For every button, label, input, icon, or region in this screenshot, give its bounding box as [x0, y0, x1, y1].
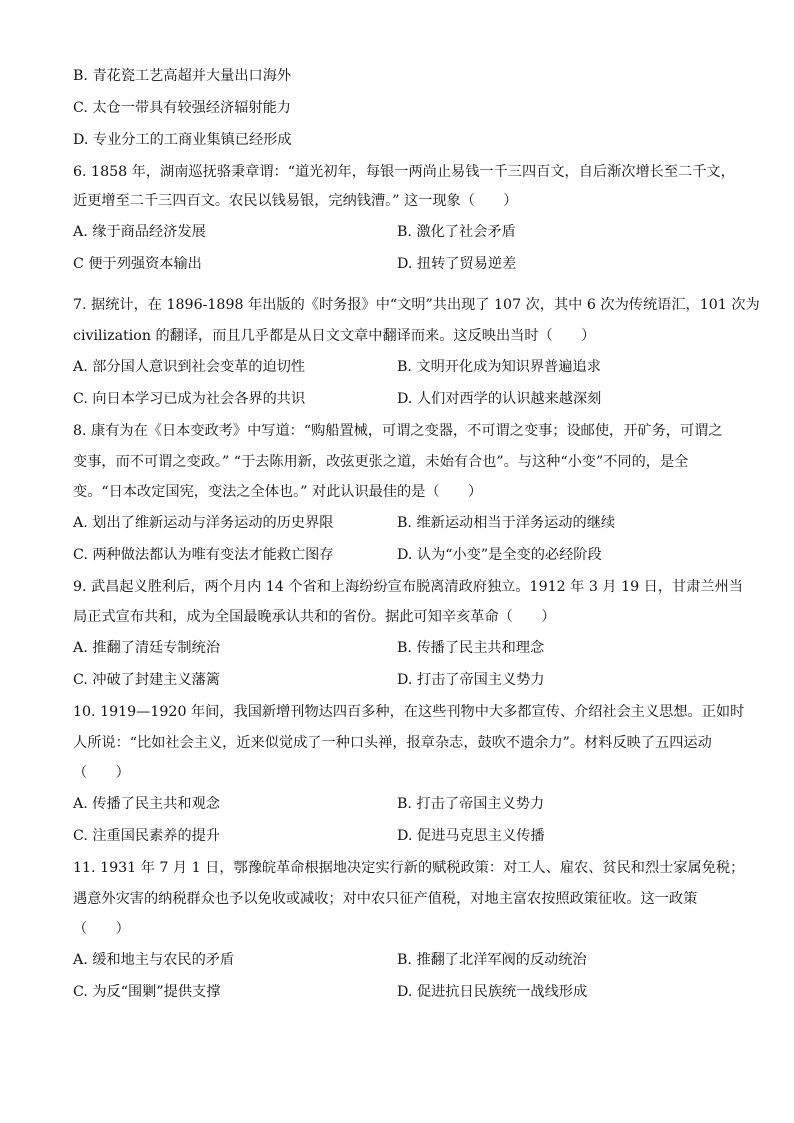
q10-option-c: C. 注重国民素养的提升	[73, 828, 221, 844]
q6-option-d: D. 扭转了贸易逆差	[397, 256, 517, 272]
q7-stem-line-2: civilization 的翻译，而且几乎都是从日文文章中翻译而来。这反映出当时（ ）	[73, 328, 596, 344]
q8-option-c: C. 两种做法都认为唯有变法才能救亡图存	[73, 547, 334, 563]
q7-option-c: C. 向日本学习已成为社会各界的共识	[73, 391, 306, 407]
q6-stem-line-2: 近更增至二千三四百文。农民以钱易银，完纳钱漕。” 这一现象（ ）	[73, 193, 518, 209]
q7-option-d: D. 人们对西学的认识越来越深刻	[397, 391, 602, 407]
q10-stem-line-3: （ ）	[73, 765, 130, 781]
q10-option-b: B. 打击了帝国主义势力	[397, 796, 545, 812]
prev-option-c: C. 太仓一带具有较强经济辐射能力	[73, 100, 291, 116]
prev-option-d: D. 专业分工的工商业集镇已经形成	[73, 132, 292, 148]
q9-stem-line-2: 局正式宣布共和，成为全国最晚承认共和的省份。据此可知辛亥革命（ ）	[73, 609, 556, 625]
q9-option-d: D. 打击了帝国主义势力	[397, 672, 545, 688]
q6-option-c: C 便于列强资本输出	[73, 256, 202, 272]
q8-stem-line-1: 8. 康有为在《日本变政考》中写道：“购船置械，可谓之变器，不可谓之变事；设邮使，开矿务，可谓之	[73, 423, 723, 439]
q9-option-c: C. 冲破了封建主义藩篱	[73, 672, 221, 688]
q6-stem-line-1: 6. 1858 年，湖南巡抚骆秉章谓：“道光初年，每银一两尚止易钱一千三四百文，自后渐次增长至二千文，	[73, 164, 735, 180]
q9-stem-line-1: 9. 武昌起义胜利后，两个月内 14 个省和上海纷纷宣布脱离清政府独立。1912 年 3 月 19 日，甘肃兰州当	[73, 579, 743, 595]
prev-option-b: B. 青花瓷工艺高超并大量出口海外	[73, 68, 292, 84]
q8-stem-line-3: 变。“日本改定国宪，变法之全体也。” 对此认识最佳的是（ ）	[73, 484, 483, 500]
q8-stem-line-2: 变事，而不可谓之变政。” “于去陈用新，改弦更张之道，未始有合也”。与这种“小变”不同的，是全	[73, 454, 689, 470]
q11-stem-line-1: 11. 1931 年 7 月 1 日，鄂豫皖革命根据地决定实行新的赋税政策：对工人、雇农、贫民和烈士家属免税；	[73, 860, 745, 876]
q9-option-b: B. 传播了民主共和理念	[397, 640, 545, 656]
q6-option-a: A. 缘于商品经济发展	[73, 224, 206, 240]
q11-option-a: A. 缓和地主与农民的矛盾	[73, 952, 235, 968]
q8-option-d: D. 认为“小变”是全变的必经阶段	[397, 547, 602, 563]
q7-option-a: A. 部分国人意识到社会变革的迫切性	[73, 359, 306, 375]
q7-option-b: B. 文明开化成为知识界普遍追求	[397, 359, 601, 375]
q11-option-c: C. 为反“围剿”提供支撑	[73, 984, 221, 1000]
q10-stem-line-1: 10. 1919—1920 年间，我国新增刊物达四百多种，在这些刊物中大多都宣传、介绍社会主义思想。正如时	[73, 704, 745, 720]
q8-option-b: B. 维新运动相当于洋务运动的继续	[397, 515, 616, 531]
q6-option-b: B. 激化了社会矛盾	[397, 224, 516, 240]
q11-option-d: D. 促进抗日民族统一战线形成	[397, 984, 588, 1000]
q10-stem-line-2: 人所说：“比如社会主义，近来似觉成了一种口头禅，报章杂志，鼓吹不遗余力”。材料反映了五四运动	[73, 735, 712, 751]
q10-option-d: D. 促进马克思主义传播	[397, 828, 545, 844]
q8-option-a: A. 划出了维新运动与洋务运动的历史界限	[73, 515, 334, 531]
q11-option-b: B. 推翻了北洋军阀的反动统治	[397, 952, 587, 968]
q7-stem-line-1: 7. 据统计，在 1896-1898 年出版的《时务报》中“文明”共出现了 107 次，其中 6 次为传统语汇，101 次为	[73, 297, 760, 313]
q10-option-a: A. 传播了民主共和观念	[73, 796, 220, 812]
q11-stem-line-3: （ ）	[73, 921, 130, 937]
q11-stem-line-2: 遇意外灾害的纳税群众也予以免收或减收；对中农只征产值税，对地主富农按照政策征收。这一政策	[73, 891, 698, 907]
q9-option-a: A. 推翻了清廷专制统治	[73, 640, 220, 656]
